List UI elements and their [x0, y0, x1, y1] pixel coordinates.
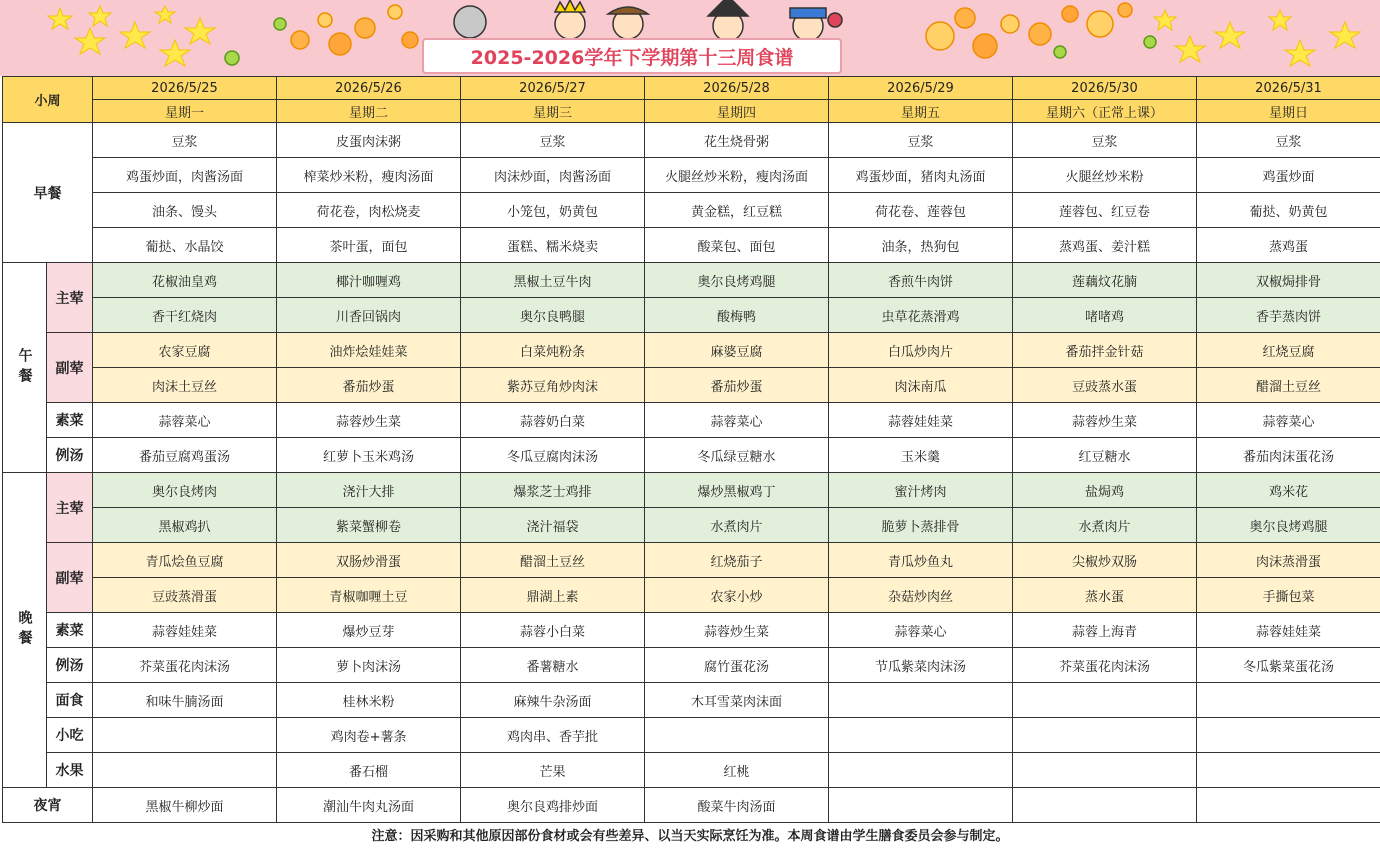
breakfast-item: 火腿丝炒米粉	[1013, 158, 1197, 193]
table-row	[3, 403, 1380, 438]
lunch-side-item: 番茄拌金针菇	[1013, 333, 1197, 368]
lunch-side-item: 紫苏豆角炒肉沫	[461, 368, 645, 403]
date-header: 2026/5/29	[829, 77, 1013, 100]
lunch-veg-item: 蒜蓉菜心	[93, 403, 277, 438]
dinner-snack-item: 鸡肉串、香芋批	[461, 718, 645, 753]
dinner-fruit-item	[829, 753, 1013, 788]
lunch-main-item: 川香回锅肉	[277, 298, 461, 333]
dinner-soup-item: 芥菜蛋花肉沫汤	[1013, 648, 1197, 683]
lunch-side-item: 农家豆腐	[93, 333, 277, 368]
supper-item: 潮汕牛肉丸汤面	[277, 788, 461, 823]
sub-label-main: 主荤	[47, 263, 93, 333]
table-row	[3, 263, 1380, 298]
table-row	[3, 438, 1380, 473]
sub-label-veg: 素菜	[47, 403, 93, 438]
dinner-main-item: 盐焗鸡	[1013, 473, 1197, 508]
dinner-snack-item	[1197, 718, 1380, 753]
table-row	[3, 298, 1380, 333]
dinner-snack-item: 鸡肉卷+薯条	[277, 718, 461, 753]
lunch-side-item: 番茄炒蛋	[645, 368, 829, 403]
dinner-snack-item	[645, 718, 829, 753]
lunch-soup-item: 番茄肉沫蛋花汤	[1197, 438, 1380, 473]
lunch-soup-item: 冬瓜绿豆糖水	[645, 438, 829, 473]
lunch-side-item: 肉沫土豆丝	[93, 368, 277, 403]
breakfast-item: 油条、馒头	[93, 193, 277, 228]
dinner-side-item: 蒸水蛋	[1013, 578, 1197, 613]
supper-item	[1013, 788, 1197, 823]
lunch-main-item: 椰汁咖喱鸡	[277, 263, 461, 298]
dinner-main-item: 浇汁大排	[277, 473, 461, 508]
dinner-side-item: 肉沫蒸滑蛋	[1197, 543, 1380, 578]
breakfast-item: 油条，热狗包	[829, 228, 1013, 263]
sub-label-veg: 素菜	[47, 613, 93, 648]
supper-item	[1197, 788, 1380, 823]
lunch-main-item: 奥尔良鸭腿	[461, 298, 645, 333]
dinner-side-item: 青椒咖喱土豆	[277, 578, 461, 613]
breakfast-item: 荷花卷，肉松烧麦	[277, 193, 461, 228]
dinner-noodle-item	[1197, 683, 1380, 718]
dinner-soup-item: 番薯糖水	[461, 648, 645, 683]
table-row	[3, 368, 1380, 403]
breakfast-item: 莲蓉包、红豆卷	[1013, 193, 1197, 228]
meal-label-lunch: 午餐	[3, 263, 47, 473]
dinner-veg-item: 蒜蓉娃娃菜	[1197, 613, 1380, 648]
lunch-soup-item: 番茄豆腐鸡蛋汤	[93, 438, 277, 473]
dinner-fruit-item	[93, 753, 277, 788]
date-header: 2026/5/28	[645, 77, 829, 100]
dinner-main-item: 奥尔良烤肉	[93, 473, 277, 508]
date-header: 2026/5/31	[1197, 77, 1380, 100]
lunch-veg-item: 蒜蓉娃娃菜	[829, 403, 1013, 438]
lunch-main-item: 香芋蒸肉饼	[1197, 298, 1380, 333]
meal-label-supper: 夜宵	[3, 788, 93, 823]
lunch-main-item: 花椒油皇鸡	[93, 263, 277, 298]
dinner-main-item: 水煮肉片	[1013, 508, 1197, 543]
supper-item: 酸菜牛肉汤面	[645, 788, 829, 823]
breakfast-item: 鸡蛋炒面	[1197, 158, 1380, 193]
dinner-side-item: 尖椒炒双肠	[1013, 543, 1197, 578]
table-row	[3, 788, 1380, 823]
sub-label-main: 主荤	[47, 473, 93, 543]
table-row	[3, 613, 1380, 648]
dinner-soup-item: 芥菜蛋花肉沫汤	[93, 648, 277, 683]
lunch-side-item: 肉沫南瓜	[829, 368, 1013, 403]
breakfast-item: 火腿丝炒米粉，瘦肉汤面	[645, 158, 829, 193]
dinner-snack-item	[829, 718, 1013, 753]
meal-label-breakfast: 早餐	[3, 123, 93, 263]
breakfast-item: 肉沫炒面，肉酱汤面	[461, 158, 645, 193]
table-row	[3, 543, 1380, 578]
lunch-main-item: 啫啫鸡	[1013, 298, 1197, 333]
supper-item: 黑椒牛柳炒面	[93, 788, 277, 823]
lunch-side-item: 麻婆豆腐	[645, 333, 829, 368]
dinner-side-item: 农家小炒	[645, 578, 829, 613]
table-row	[3, 648, 1380, 683]
dinner-snack-item	[93, 718, 277, 753]
supper-item	[829, 788, 1013, 823]
sub-label-side: 副荤	[47, 333, 93, 403]
date-header: 2026/5/27	[461, 77, 645, 100]
lunch-main-item: 奥尔良烤鸡腿	[645, 263, 829, 298]
dinner-main-item: 脆萝卜蒸排骨	[829, 508, 1013, 543]
banner	[0, 0, 1380, 76]
lunch-side-item: 豆豉蒸水蛋	[1013, 368, 1197, 403]
dinner-side-item: 鼎湖上素	[461, 578, 645, 613]
breakfast-item: 蒸鸡蛋	[1197, 228, 1380, 263]
lunch-main-item: 虫草花蒸滑鸡	[829, 298, 1013, 333]
breakfast-item: 榨菜炒米粉，瘦肉汤面	[277, 158, 461, 193]
dinner-side-item: 杂菇炒肉丝	[829, 578, 1013, 613]
dinner-veg-item: 蒜蓉炒生菜	[645, 613, 829, 648]
dinner-side-item: 豆豉蒸滑蛋	[93, 578, 277, 613]
table-row	[3, 473, 1380, 508]
dinner-veg-item: 蒜蓉上海青	[1013, 613, 1197, 648]
dinner-main-item: 黑椒鸡扒	[93, 508, 277, 543]
lunch-veg-item: 蒜蓉炒生菜	[1013, 403, 1197, 438]
breakfast-item: 豆浆	[1013, 123, 1197, 158]
dinner-main-item: 爆炒黑椒鸡丁	[645, 473, 829, 508]
dinner-fruit-item: 芒果	[461, 753, 645, 788]
dinner-main-item: 紫菜蟹柳卷	[277, 508, 461, 543]
lunch-side-item: 白瓜炒肉片	[829, 333, 1013, 368]
dinner-side-item: 红烧茄子	[645, 543, 829, 578]
dinner-veg-item: 蒜蓉小白菜	[461, 613, 645, 648]
weekday-header: 星期二	[277, 100, 461, 123]
week-label: 小周	[3, 77, 93, 123]
dinner-veg-item: 蒜蓉娃娃菜	[93, 613, 277, 648]
breakfast-item: 小笼包，奶黄包	[461, 193, 645, 228]
breakfast-item: 鸡蛋炒面，肉酱汤面	[93, 158, 277, 193]
table-row	[3, 77, 1380, 100]
dinner-noodle-item: 和味牛腩汤面	[93, 683, 277, 718]
lunch-veg-item: 蒜蓉奶白菜	[461, 403, 645, 438]
lunch-main-item: 酸梅鸭	[645, 298, 829, 333]
lunch-side-item: 白菜炖粉条	[461, 333, 645, 368]
lunch-main-item: 香干红烧肉	[93, 298, 277, 333]
breakfast-item: 豆浆	[461, 123, 645, 158]
breakfast-item: 葡挞、水晶饺	[93, 228, 277, 263]
breakfast-item: 豆浆	[93, 123, 277, 158]
dinner-main-item: 蜜汁烤肉	[829, 473, 1013, 508]
dinner-veg-item: 蒜蓉菜心	[829, 613, 1013, 648]
weekday-header: 星期三	[461, 100, 645, 123]
breakfast-item: 鸡蛋炒面，猪肉丸汤面	[829, 158, 1013, 193]
table-row	[3, 718, 1380, 753]
dinner-side-item: 青瓜烩鱼豆腐	[93, 543, 277, 578]
lunch-side-item: 红烧豆腐	[1197, 333, 1380, 368]
table-row	[3, 753, 1380, 788]
weekday-header: 星期日	[1197, 100, 1380, 123]
dinner-fruit-item: 番石榴	[277, 753, 461, 788]
table-row	[3, 578, 1380, 613]
weekday-header: 星期四	[645, 100, 829, 123]
lunch-soup-item: 红豆糖水	[1013, 438, 1197, 473]
table-row	[3, 228, 1380, 263]
dinner-side-item: 手撕包菜	[1197, 578, 1380, 613]
dinner-noodle-item: 麻辣牛杂汤面	[461, 683, 645, 718]
dinner-main-item: 奥尔良烤鸡腿	[1197, 508, 1380, 543]
dinner-noodle-item: 木耳雪菜肉沫面	[645, 683, 829, 718]
breakfast-item: 蒸鸡蛋、姜汁糕	[1013, 228, 1197, 263]
breakfast-item: 酸菜包、面包	[645, 228, 829, 263]
breakfast-item: 蛋糕、糯米烧卖	[461, 228, 645, 263]
breakfast-item: 花生烧骨粥	[645, 123, 829, 158]
sub-label-noodle: 面食	[47, 683, 93, 718]
dinner-noodle-item: 桂林米粉	[277, 683, 461, 718]
table-row	[3, 508, 1380, 543]
breakfast-item: 皮蛋肉沫粥	[277, 123, 461, 158]
date-header: 2026/5/30	[1013, 77, 1197, 100]
table-row	[3, 683, 1380, 718]
breakfast-item: 豆浆	[829, 123, 1013, 158]
table-row	[3, 333, 1380, 368]
dinner-side-item: 双肠炒滑蛋	[277, 543, 461, 578]
lunch-veg-item: 蒜蓉菜心	[1197, 403, 1380, 438]
weekday-header: 星期五	[829, 100, 1013, 123]
table-row	[3, 100, 1380, 123]
dinner-soup-item: 冬瓜紫菜蛋花汤	[1197, 648, 1380, 683]
breakfast-item: 豆浆	[1197, 123, 1380, 158]
sub-label-side: 副荤	[47, 543, 93, 613]
lunch-soup-item: 冬瓜豆腐肉沫汤	[461, 438, 645, 473]
weekday-header: 星期六（正常上课）	[1013, 100, 1197, 123]
lunch-veg-item: 蒜蓉炒生菜	[277, 403, 461, 438]
dinner-main-item: 鸡米花	[1197, 473, 1380, 508]
sub-label-soup: 例汤	[47, 438, 93, 473]
lunch-main-item: 双椒焗排骨	[1197, 263, 1380, 298]
lunch-veg-item: 蒜蓉菜心	[645, 403, 829, 438]
date-header: 2026/5/26	[277, 77, 461, 100]
dinner-fruit-item	[1013, 753, 1197, 788]
dinner-main-item: 水煮肉片	[645, 508, 829, 543]
breakfast-item: 黄金糕，红豆糕	[645, 193, 829, 228]
lunch-main-item: 莲藕炆花腩	[1013, 263, 1197, 298]
breakfast-item: 葡挞、奶黄包	[1197, 193, 1380, 228]
menu-body	[3, 77, 1380, 823]
dinner-side-item: 青瓜炒鱼丸	[829, 543, 1013, 578]
dinner-soup-item: 萝卜肉沫汤	[277, 648, 461, 683]
dinner-noodle-item	[1013, 683, 1197, 718]
menu-table	[2, 76, 1380, 823]
lunch-side-item: 番茄炒蛋	[277, 368, 461, 403]
dinner-side-item: 醋溜土豆丝	[461, 543, 645, 578]
sub-label-fruit: 水果	[47, 753, 93, 788]
lunch-main-item: 香煎牛肉饼	[829, 263, 1013, 298]
dinner-veg-item: 爆炒豆芽	[277, 613, 461, 648]
lunch-soup-item: 玉米羹	[829, 438, 1013, 473]
dinner-fruit-item	[1197, 753, 1380, 788]
breakfast-item: 荷花卷、莲蓉包	[829, 193, 1013, 228]
dinner-main-item: 浇汁福袋	[461, 508, 645, 543]
table-row	[3, 123, 1380, 158]
lunch-soup-item: 红萝卜玉米鸡汤	[277, 438, 461, 473]
lunch-side-item: 油炸烩娃娃菜	[277, 333, 461, 368]
dinner-noodle-item	[829, 683, 1013, 718]
table-row	[3, 158, 1380, 193]
lunch-side-item: 醋溜土豆丝	[1197, 368, 1380, 403]
date-header: 2026/5/25	[93, 77, 277, 100]
dinner-snack-item	[1013, 718, 1197, 753]
page-title: 2025-2026学年下学期第十三周食谱	[470, 46, 794, 69]
dinner-soup-item: 节瓜紫菜肉沫汤	[829, 648, 1013, 683]
sub-label-snack: 小吃	[47, 718, 93, 753]
weekday-header: 星期一	[93, 100, 277, 123]
meal-label-dinner: 晚餐	[3, 473, 47, 788]
dinner-soup-item: 腐竹蛋花汤	[645, 648, 829, 683]
supper-item: 奥尔良鸡排炒面	[461, 788, 645, 823]
dinner-fruit-item: 红桃	[645, 753, 829, 788]
title-box	[422, 38, 842, 74]
table-row	[3, 193, 1380, 228]
breakfast-item: 茶叶蛋，面包	[277, 228, 461, 263]
sub-label-soup: 例汤	[47, 648, 93, 683]
dinner-main-item: 爆浆芝士鸡排	[461, 473, 645, 508]
footer-note: 注意：因采购和其他原因部份食材或会有些差异、以当天实际烹饪为准。本周食谱由学生膳食委员会参与制定。	[371, 829, 1009, 844]
lunch-main-item: 黑椒土豆牛肉	[461, 263, 645, 298]
